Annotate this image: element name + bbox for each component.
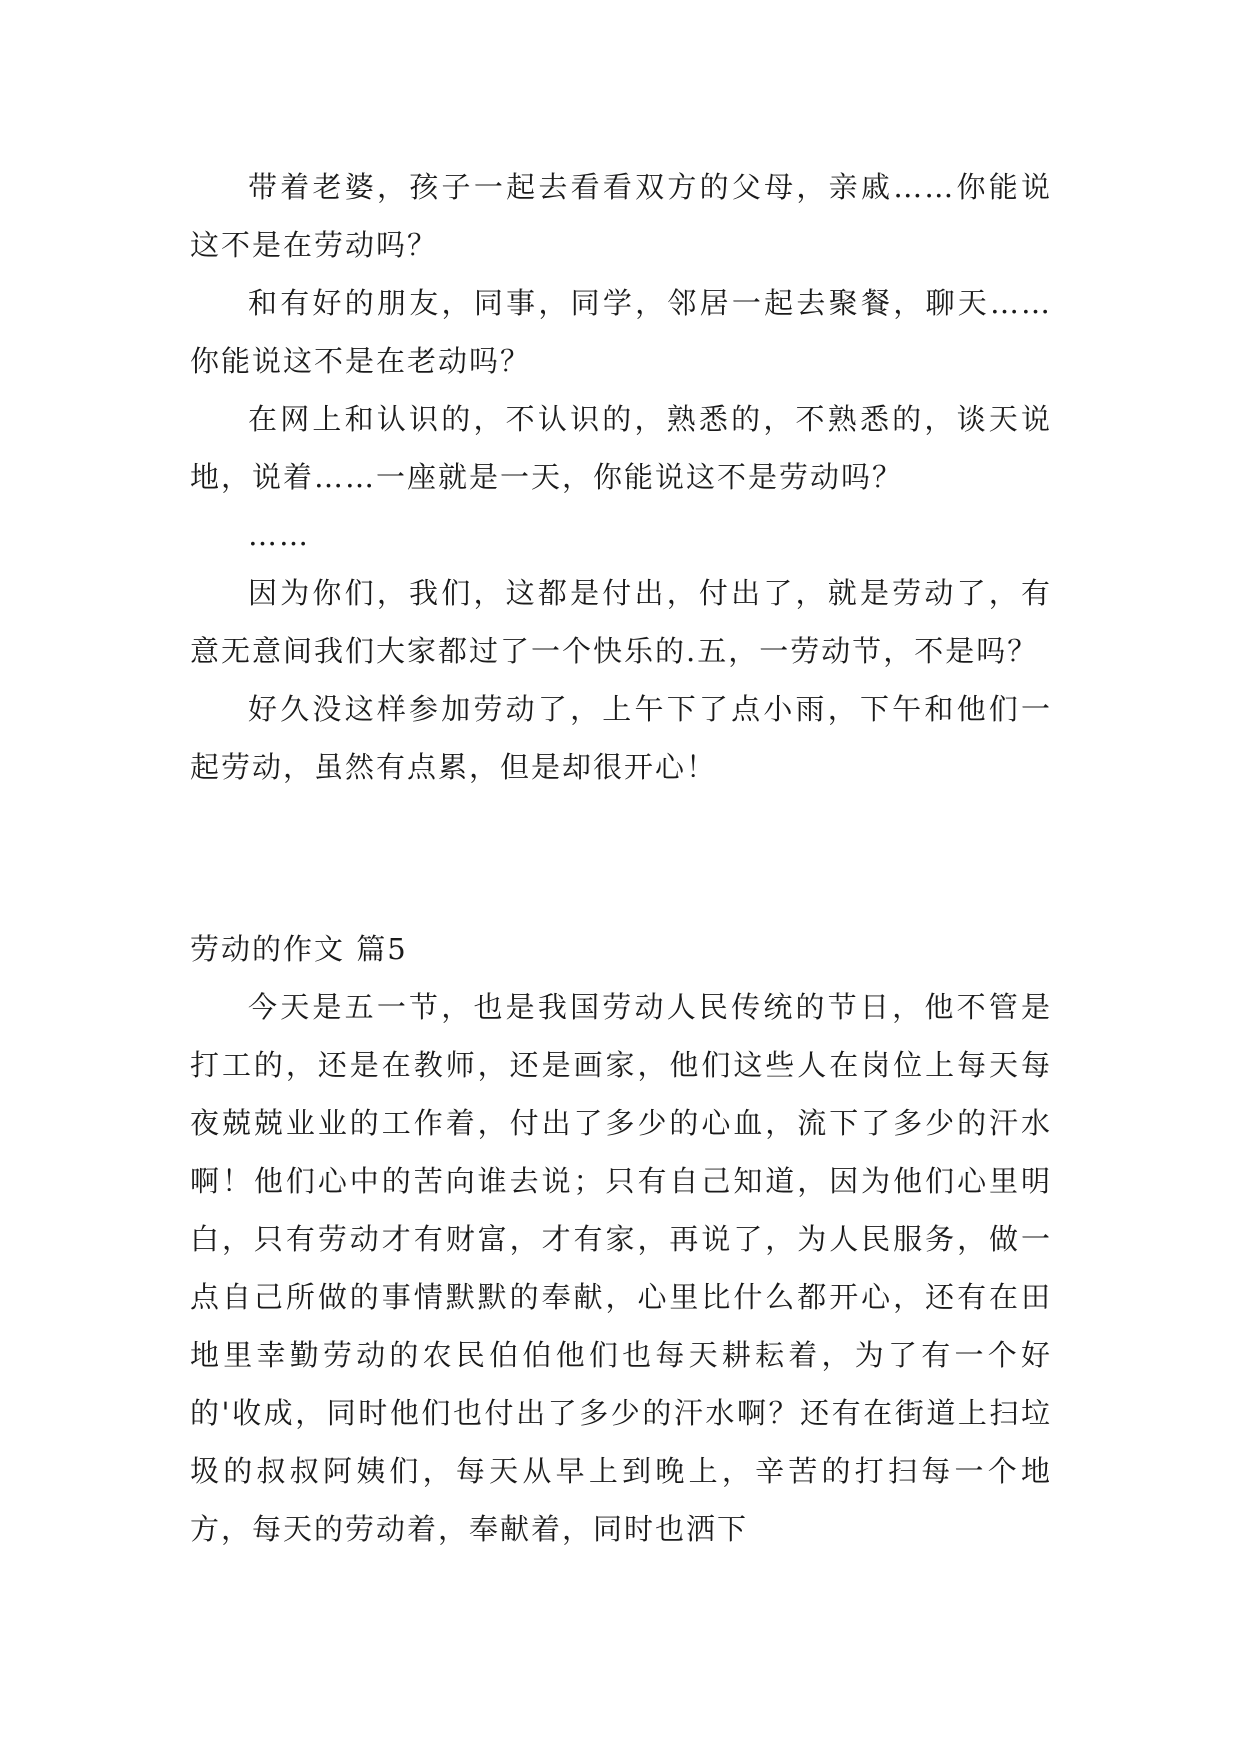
paragraph-visit-parents: 带着老婆，孩子一起去看看双方的父母，亲戚……你能说这不是在劳动吗？ [190, 170, 1052, 262]
paragraph-online-chat: 在网上和认识的，不认识的，熟悉的，不熟悉的，谈天说地，说着……一座就是一天，你能说这不是劳动吗？ [190, 402, 1052, 494]
paragraph-labor-day: 因为你们，我们，这都是付出，付出了，就是劳动了，有意无意间我们大家都过了一个快乐的.五，一劳动节，不是吗？ [190, 576, 1052, 668]
paragraph-ellipsis: …… [248, 518, 310, 552]
essay-body-part-1 [190, 158, 1052, 796]
essay-body-part-2 [190, 978, 1052, 1558]
paragraph-rain-work: 好久没这样参加劳动了，上午下了点小雨，下午和他们一起劳动，虽然有点累，但是却很开心！ [190, 692, 1052, 784]
section-heading: 劳动的作文 篇5 [190, 932, 408, 966]
paragraph-may-day-workers: 今天是五一节，也是我国劳动人民传统的节日，他不管是打工的，还是在教师，还是画家，他们这些人在岗位上每天每夜兢兢业业的工作着，付出了多少的心血，流下了多少的汗水啊！他们心中的苦向谁去说；只有自己知道，因为他们心里明白，只有劳动才有财富，才有家，再说了，为人民服务，做一点自己所做的事情默默的奉献，心里比什么都开心，还有在田地里幸勤劳动的农民伯伯他们也每天耕耘着，为了有一个好的'收成，同时他们也付出了多少的汗水啊？还有在街道上扫垃圾的叔叔阿姨们，每天从早上到晚上，辛苦的打扫每一个地方，每天的劳动着，奉献着，同时也洒下 [190, 990, 1052, 1546]
paragraph-dinner-friends: 和有好的朋友，同事，同学，邻居一起去聚餐，聊天……你能说这不是在老动吗？ [190, 286, 1052, 378]
